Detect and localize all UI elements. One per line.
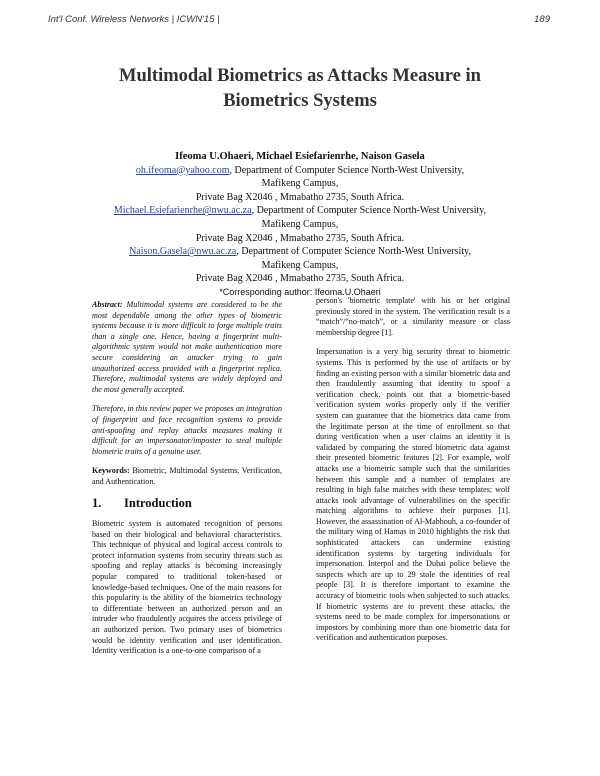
affiliation-1-address: Private Bag X2046 , Mmabatho 2735, South Africa. (195, 191, 405, 203)
abstract-paragraph-2: Therefore, in this review paper we proposes an integration of fingerprint and face recognition systems to provide anti-spoofing and replay attacks measures making it difficult for an impersonator/imposter to steal multiple biometric traits of a genuine user. (92, 404, 282, 456)
right-paragraph-1: person's 'biometric template' with his or her original previously stored in the system. The verification result is a “match”/“no-match”, or a similarity measure or class membership degree [1]. (316, 296, 510, 337)
affiliation-3-campus: Mafikeng Campus, (261, 259, 339, 271)
email-link-esiefarienrhe[interactable]: Michael.Esiefarienrhe@nwu.ac.za (113, 205, 252, 217)
affiliation-1-campus: Mafikeng Campus, (261, 178, 339, 190)
title-line-1: Multimodal Biometrics as Attacks Measure in (119, 66, 481, 86)
keywords-label: Keywords: (92, 466, 130, 476)
author-block (60, 150, 540, 300)
affiliation-2-campus: Mafikeng Campus, (261, 218, 339, 230)
right-paragraph-2: Impersonation is a very big security threat to biometric systems. This is performed by the use of artifacts or by finding an existing person with a similar biometric data and then fraudulently assuming that identity to spoof a verification check. points out that a biometric-based verification system works properly only if the verifier system can guarantee that the biometrics data came from the legitimate person at the time of enrollment so that during verification when a user claims an identity it is validated by comparing the stored biometric data against their presented biometric features [2]. For example, wolf attacks use a biometric sample such that the similarities between this sample and a number of templates are resulting in high false matches with these templates; wolf attacks took advantage of vulnerabilities on the specific matching algorithms to achieve their purposes [1]. However, the assassination of Al-Mabhouh, a co-founder of the military wing of Hamas in 2010 highlights the risk that sophisticated attackers can undermine existing identification systems by targeting individuals for impersonation. Interpol and the Dubai police believe the suspects which are up to 29 stole the identities of real people [3]. It is therefore important to examine the accuracy of biometric tools when subjected to such attacks. If biometric systems are to prevent these attacks, the systems need to be made complex for impersonations or impostors by combining more than one biometric data for verification and authentication purposes. (316, 347, 510, 643)
email-link-gasela[interactable]: Naison.Gasela@nwu.ac.za (129, 246, 237, 258)
keywords: Keywords: Biometric, Multimodal Systems, Verification, and Authentication. (92, 466, 282, 486)
page-number: 189 (534, 14, 550, 25)
right-column (316, 296, 510, 653)
affiliation-2: Michael.Esiefarienrhe@nwu.ac.za, Department of Computer Science North-West University, (113, 205, 487, 217)
title-line-2: Biometrics Systems (223, 91, 377, 111)
corresponding-author: *Corresponding author: Ifeoma.U.Ohaeri (219, 286, 381, 297)
section-heading-introduction: 1. Introduction (92, 495, 192, 510)
affiliation-2-address: Private Bag X2046 , Mmabatho 2735, South Africa. (195, 232, 405, 244)
abstract-label: Abstract: (92, 300, 123, 309)
paper-title (60, 64, 540, 114)
email-link-ohaeri[interactable]: oh.ifeoma@yahoo.com (135, 164, 230, 176)
affiliation-3-address: Private Bag X2046 , Mmabatho 2735, South Africa. (195, 273, 405, 285)
author-names: Ifeoma U.Ohaeri, Michael Esiefarienrhe, Naison Gasela (175, 151, 425, 162)
left-column (92, 300, 282, 666)
abstract: Abstract: Multimodal systems are considered to be the most dependable among the other types of biometric systems because it is more difficult to forge multiple traits than a single one. Hence, having a fingerprint multi-algorithmic system would not make authentication more secure considering an attacker trying to gain unauthorized access provided with a fingerprint replica. Therefore, multimodal systems are widely deployed and the most generally accepted. (92, 300, 282, 394)
intro-paragraph-1: Biometric system is automated recognition of persons based on their biological and behavioral characteristics. This technique of physical and logical access controls to protect information systems from security threats such as spoofing and replay attacks is becoming increasingly popular compared to traditional token-based or knowledge-based techniques. One of the main reasons for this popularity is the ability of the biometrics technology to differentiate between an authorized person and an intruder who fraudulently acquires the access privilege of an authorized person. Two primary uses of biometrics would be identity verification and user identification. Identity verification is a one-to-one comparison of a (92, 519, 282, 656)
affiliation-3: Naison.Gasela@nwu.ac.za, Department of Computer Science North-West University, (129, 246, 471, 258)
running-header: Int'l Conf. Wireless Networks | ICWN'15 | (48, 14, 220, 25)
affiliation-1: oh.ifeoma@yahoo.com, Department of Computer Science North-West University, (135, 164, 465, 176)
